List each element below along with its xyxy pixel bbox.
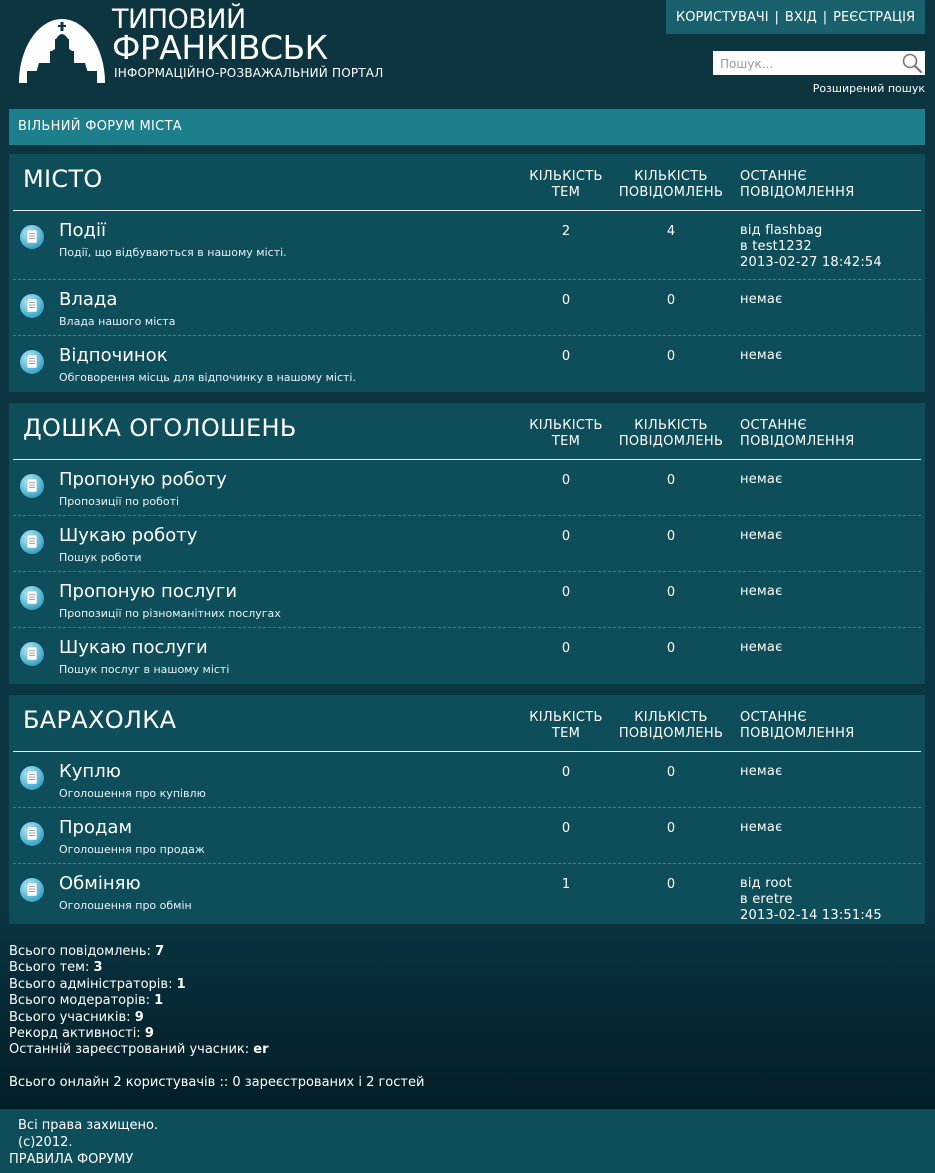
forum-title-link[interactable]: Пропоную послуги xyxy=(59,581,238,602)
last-post-info xyxy=(740,528,782,544)
search-box xyxy=(713,51,925,75)
last-post-line: немає xyxy=(740,528,783,543)
nav-separator: | xyxy=(822,9,828,25)
last-post-line: 2013-02-14 13:51:45 xyxy=(740,908,882,923)
stat-line xyxy=(9,1042,269,1058)
stat-value: 9 xyxy=(134,1009,144,1025)
column-header-text: ТЕМ xyxy=(551,185,581,200)
category-panel xyxy=(9,154,925,392)
category-panel xyxy=(9,403,925,684)
stat-line xyxy=(9,993,269,1009)
last-post-info xyxy=(740,292,782,308)
column-header-text: ПОВІДОМЛЕНЬ xyxy=(618,185,724,200)
last-post-info xyxy=(740,223,882,271)
last-post-line: від root xyxy=(740,876,793,891)
forum-read-icon xyxy=(19,349,45,375)
forum-row xyxy=(13,572,921,628)
forum-description: Пошук послуг в нашому місті xyxy=(59,663,230,676)
search-icon[interactable] xyxy=(901,52,923,74)
last-post-line: в test1232 xyxy=(740,239,812,254)
last-post-line: немає xyxy=(740,584,783,599)
footer-rights: Всі права захищено. xyxy=(18,1118,159,1133)
column-header-text: ТЕМ xyxy=(551,434,581,449)
post-count: 0 xyxy=(666,641,676,656)
category-title[interactable]: БАРАХОЛКА xyxy=(23,706,177,734)
forum-read-icon xyxy=(19,585,45,611)
category-title[interactable]: ДОШКА ОГОЛОШЕНЬ xyxy=(23,414,297,442)
stat-line xyxy=(9,1010,269,1026)
forum-row xyxy=(13,808,921,864)
forum-title-link[interactable]: Влада xyxy=(59,289,118,310)
site-tagline: ІНФОРМАЦІЙНО-РОЗВАЖАЛЬНИЙ ПОРТАЛ xyxy=(114,66,384,80)
site-title[interactable] xyxy=(112,4,328,67)
search-input[interactable] xyxy=(718,52,902,76)
forum-row xyxy=(13,864,921,924)
column-header-text: ПОВІДОМЛЕНЬ xyxy=(618,434,724,449)
column-header-text: ТЕМ xyxy=(551,726,581,741)
last-post-info xyxy=(740,820,782,836)
topic-count: 0 xyxy=(561,293,571,308)
last-post-line: 2013-02-27 18:42:54 xyxy=(740,255,882,270)
column-header-text: ОСТАННЄ xyxy=(740,710,807,725)
forum-read-icon xyxy=(19,293,45,319)
forum-read-icon xyxy=(19,821,45,847)
church-silhouette-icon[interactable] xyxy=(17,17,107,85)
forum-row xyxy=(13,460,921,516)
topic-count: 0 xyxy=(561,821,571,836)
stat-value: er xyxy=(253,1042,269,1058)
column-header-text: КІЛЬКІСТЬ xyxy=(634,710,708,725)
stat-label: Всього модераторів: xyxy=(9,993,150,1009)
last-post-info xyxy=(740,640,782,656)
forum-description: Пропозиції по різноманітних послугах xyxy=(59,607,281,620)
login-link[interactable]: ВХІД xyxy=(784,9,817,25)
stat-value: 1 xyxy=(176,976,186,992)
stat-value: 1 xyxy=(154,993,164,1009)
top-navigation xyxy=(666,0,925,34)
forum-description: Пошук роботи xyxy=(59,551,142,564)
stat-value: 3 xyxy=(93,960,103,976)
column-header-text: КІЛЬКІСТЬ xyxy=(529,710,603,725)
forum-read-icon xyxy=(19,877,45,903)
topic-count: 0 xyxy=(561,529,571,544)
last-post-info xyxy=(740,876,882,924)
forum-row xyxy=(13,336,921,392)
advanced-search-link[interactable]: Розширений пошук xyxy=(812,82,925,95)
online-users: Всього онлайн 2 користувачів :: 0 зареєстрованих і 2 гостей xyxy=(9,1075,425,1090)
forum-read-icon xyxy=(19,224,45,250)
post-count: 0 xyxy=(666,821,676,836)
column-header-text: ПОВІДОМЛЕННЯ xyxy=(740,726,855,741)
forum-row xyxy=(13,211,921,280)
forum-description: Пропозиції по роботі xyxy=(59,495,180,508)
forum-description: Події, що відбуваються в нашому місті. xyxy=(59,246,287,259)
stat-label: Всього повідомлень: xyxy=(9,944,151,959)
last-post-line: немає xyxy=(740,472,783,487)
topic-count: 0 xyxy=(561,765,571,780)
column-header-posts xyxy=(611,418,731,450)
category-header xyxy=(13,695,921,752)
forum-row xyxy=(13,752,921,808)
breadcrumb[interactable]: ВІЛЬНИЙ ФОРУМ МІСТА xyxy=(9,109,925,145)
column-header-text: ОСТАННЄ xyxy=(740,169,807,184)
column-header-text: КІЛЬКІСТЬ xyxy=(529,169,603,184)
stat-line xyxy=(9,944,269,960)
column-header-text: ПОВІДОМЛЕНЬ xyxy=(618,726,724,741)
footer xyxy=(0,1109,935,1173)
forum-title-link[interactable]: Обміняю xyxy=(59,873,141,894)
column-header-topics xyxy=(516,169,616,201)
forum-title-link[interactable]: Шукаю роботу xyxy=(59,525,198,546)
stat-value: 7 xyxy=(155,944,165,959)
site-title-line2: ФРАНКІВСЬК xyxy=(112,28,328,67)
forum-read-icon xyxy=(19,641,45,667)
footer-copyright: (c)2012. xyxy=(18,1135,73,1150)
column-header-text: КІЛЬКІСТЬ xyxy=(529,418,603,433)
stat-label: Всього учасників: xyxy=(9,1009,131,1025)
column-header-text: ПОВІДОМЛЕННЯ xyxy=(740,185,855,200)
column-header-text: КІЛЬКІСТЬ xyxy=(634,169,708,184)
forum-rules-link[interactable]: ПРАВИЛА ФОРУМУ xyxy=(9,1152,134,1167)
forum-title-link[interactable]: Шукаю послуги xyxy=(59,637,208,658)
column-header-last-post xyxy=(740,710,870,742)
last-post-line: немає xyxy=(740,292,783,307)
stat-line xyxy=(9,977,269,993)
forum-description: Оголошення про обмін xyxy=(59,899,192,912)
column-header-topics xyxy=(516,418,616,450)
post-count: 0 xyxy=(666,585,676,600)
column-header-text: ПОВІДОМЛЕННЯ xyxy=(740,434,855,449)
forum-read-icon xyxy=(19,473,45,499)
register-link[interactable]: РЕЄСТРАЦІЯ xyxy=(833,9,915,25)
topic-count: 1 xyxy=(561,877,571,892)
forum-title-link[interactable]: Продам xyxy=(59,817,133,838)
last-post-line: від flashbag xyxy=(740,223,823,238)
topic-count: 0 xyxy=(561,585,571,600)
stat-label: Останній зареєстрований учасник: xyxy=(9,1042,250,1058)
forum-row xyxy=(13,280,921,336)
category-header xyxy=(13,403,921,460)
column-header-last-post xyxy=(740,418,870,450)
stat-value: 9 xyxy=(144,1026,154,1042)
post-count: 0 xyxy=(666,877,676,892)
forum-row xyxy=(13,516,921,572)
column-header-text: ОСТАННЄ xyxy=(740,418,807,433)
forum-description: Оголошення про продаж xyxy=(59,843,205,856)
column-header-topics xyxy=(516,710,616,742)
forum-description: Влада нашого міста xyxy=(59,315,176,328)
forum-description: Оголошення про купівлю xyxy=(59,787,206,800)
last-post-info xyxy=(740,348,782,364)
last-post-line: в eretre xyxy=(740,892,793,907)
nav-separator: | xyxy=(774,9,779,25)
post-count: 0 xyxy=(666,765,676,780)
topic-count: 0 xyxy=(561,473,571,488)
forum-stats xyxy=(9,944,269,1059)
column-header-text: КІЛЬКІСТЬ xyxy=(634,418,708,433)
last-post-line: немає xyxy=(740,764,783,779)
forum-row xyxy=(13,628,921,684)
last-post-line: немає xyxy=(740,820,783,835)
site-title-line1: ТИПОВИЙ xyxy=(112,4,246,35)
topic-count: 2 xyxy=(561,224,571,239)
post-count: 0 xyxy=(666,349,676,364)
stat-label: Всього тем: xyxy=(9,960,90,976)
post-count: 0 xyxy=(666,473,676,488)
last-post-info xyxy=(740,584,782,600)
users-link[interactable]: КОРИСТУВАЧІ xyxy=(676,9,769,25)
last-post-info xyxy=(740,764,782,780)
post-count: 0 xyxy=(666,293,676,308)
category-title[interactable]: МІСТО xyxy=(23,165,103,193)
forum-description: Обговорення місць для відпочинку в нашому місті. xyxy=(59,371,356,384)
stat-label: Всього адміністраторів: xyxy=(9,976,173,992)
column-header-posts xyxy=(611,169,731,201)
last-post-line: немає xyxy=(740,348,783,363)
forum-title-link[interactable]: Куплю xyxy=(59,761,121,782)
forum-title-link[interactable]: Пропоную роботу xyxy=(59,469,227,490)
forum-title-link[interactable]: Події xyxy=(59,220,106,241)
forum-title-link[interactable]: Відпочинок xyxy=(59,345,168,366)
category-header xyxy=(13,154,921,211)
topic-count: 0 xyxy=(561,641,571,656)
post-count: 0 xyxy=(666,529,676,544)
last-post-info xyxy=(740,472,782,488)
topic-count: 0 xyxy=(561,349,571,364)
stat-label: Рекорд активності: xyxy=(9,1026,141,1042)
post-count: 4 xyxy=(666,224,676,239)
column-header-last-post xyxy=(740,169,870,201)
stat-line xyxy=(9,1026,269,1042)
category-panel xyxy=(9,695,925,924)
last-post-line: немає xyxy=(740,640,783,655)
column-header-posts xyxy=(611,710,731,742)
stat-line xyxy=(9,960,269,976)
forum-read-icon xyxy=(19,529,45,555)
forum-read-icon xyxy=(19,765,45,791)
